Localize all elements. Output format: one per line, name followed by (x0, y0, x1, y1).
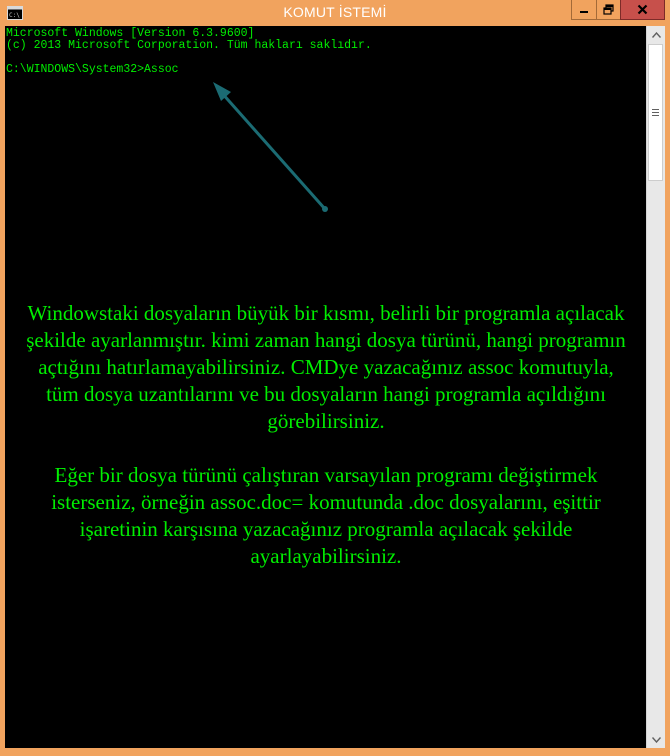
explanation-paragraph: Windowstaki dosyaların büyük bir kısmı, belirli bir programla açılacak şekilde ayarlanmıştır. kimi zaman hangi dosya türünü, hangi programın açtığını hatırlamayabilirsiniz. CMDye yazacağınız assoc komutuyla, tüm dosya uzantılarını ve bu dosyaların hangi programla açıldığını görebilirsiniz. (26, 301, 626, 433)
scroll-thumb[interactable] (648, 44, 663, 181)
title-bar[interactable] (0, 0, 670, 26)
close-icon (637, 4, 648, 15)
explanation-text (25, 300, 627, 570)
command-line: C:\WINDOWS\System32>Assoc (6, 63, 179, 76)
scroll-up-button[interactable] (647, 26, 665, 43)
vertical-scrollbar[interactable] (646, 26, 665, 748)
console-output[interactable] (5, 26, 646, 748)
grip-icon (652, 109, 659, 116)
explanation-paragraph: Eğer bir dosya türünü çalıştıran varsayılan programı değiştirmek isterseniz, örneğin assoc.doc= komutunda .doc dosyalarını, eşittir işaretinin karşısına yazacağınız programla açılacak şekilde ayarlayabilirsiniz. (51, 463, 601, 568)
minimize-icon (579, 5, 589, 15)
svg-text:C:\: C:\ (9, 12, 20, 19)
chevron-down-icon (652, 737, 661, 743)
minimize-button[interactable] (571, 0, 597, 20)
version-line: Microsoft Windows [Version 6.3.9600] (6, 27, 255, 40)
scroll-down-button[interactable] (647, 731, 665, 748)
close-button[interactable] (620, 0, 665, 20)
chevron-up-icon (652, 32, 661, 38)
restore-button[interactable] (596, 0, 621, 20)
window-title: KOMUT İSTEMİ (283, 4, 387, 20)
copyright-line: (c) 2013 Microsoft Corporation. Tüm hakları saklıdır. (6, 39, 372, 52)
restore-icon (603, 4, 614, 15)
